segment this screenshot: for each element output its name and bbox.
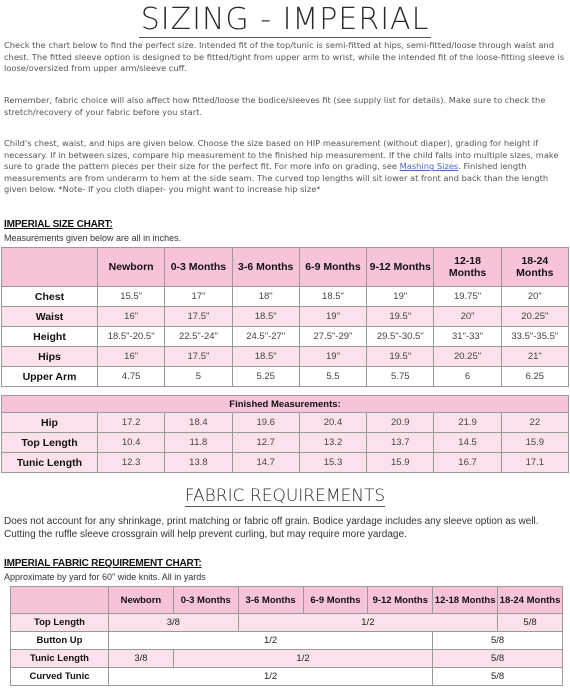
- table-row: [11, 632, 563, 650]
- cell: 18.5": [232, 307, 299, 327]
- cell: 15.9: [367, 453, 434, 473]
- cell: 19": [367, 287, 434, 307]
- row-label: Button Up: [11, 632, 109, 650]
- row-label: Tunic Length: [11, 650, 109, 668]
- row-label: Top Length: [2, 433, 98, 453]
- cell: 17.5": [165, 307, 232, 327]
- cell: 31"-33": [434, 327, 501, 347]
- cell: 22: [501, 413, 568, 433]
- fabric-requirement-table: [10, 586, 563, 686]
- table-row: [2, 307, 569, 327]
- intro-paragraph-2: Remember, fabric choice will also affect how fitted/loose the bodice/sleeves fit (see supply list for details). Make sure to check the stretch/recovery of your fabric before you start.: [4, 95, 546, 117]
- cell: 1/2: [109, 668, 433, 686]
- cell: 19.5": [367, 347, 434, 367]
- intro-paragraph-3: Child's chest, waist, and hips are given below. Choose the size based on HIP measurement (without diaper), grading for height if necessary. If in between sizes, compare hip measurement to the finished hip measurement. If the child falls into multiple sizes, make sure to grade the pattern pieces per their size for the perfect fit. For more info on grading, see Mashing Sizes. Finished length measurements are from underarm to hem at the side seam. The curved top lengths will sit lower at front and back than the length given below. *Note- If you cloth diaper- you might want to increase hip size*: [4, 138, 559, 195]
- cell: 29.5"-30.5": [367, 327, 434, 347]
- cell: 14.7: [232, 453, 299, 473]
- table-row: [2, 287, 569, 307]
- row-label: Tunic Length: [2, 453, 98, 473]
- corner-cell: [11, 587, 109, 614]
- fabric-requirements-text: Does not account for any shrinkage, print matching or fabric off grain. Bodice yardage includes any sleeve option as well. Cutting the ruffle sleeve crossgrain will help prevent curling, but may require more yardage.: [4, 516, 539, 540]
- cell: 24.5"-27": [232, 327, 299, 347]
- col-header: Newborn: [98, 248, 165, 287]
- cell: 18.5"-20.5": [98, 327, 165, 347]
- table-row: [2, 413, 569, 433]
- fabric-chart-heading: IMPERIAL FABRIC REQUIREMENT CHART:: [4, 558, 202, 569]
- cell: 19.5": [367, 307, 434, 327]
- cell: 4.75: [98, 367, 165, 387]
- col-header: Newborn: [109, 587, 174, 614]
- cell: 21.9: [434, 413, 501, 433]
- table-spacer-row: [2, 387, 569, 396]
- cell: 16": [98, 347, 165, 367]
- fabric-header-row: [11, 587, 563, 614]
- page-title: SIZING - IMPERIAL: [140, 2, 430, 37]
- col-header: 0-3 Months: [165, 248, 232, 287]
- cell: 19": [299, 307, 366, 327]
- col-header: 9-12 Months: [368, 587, 433, 614]
- spacer-cell: [2, 387, 569, 396]
- col-header: 9-12 Months: [367, 248, 434, 287]
- cell: 22.5"-24": [165, 327, 232, 347]
- cell: 20": [501, 287, 568, 307]
- cell: 20.25": [434, 347, 501, 367]
- col-header: 3-6 Months: [232, 248, 299, 287]
- cell: 13.8: [165, 453, 232, 473]
- fabric-requirements-title: FABRIC REQUIREMENTS: [184, 486, 386, 506]
- cell: 6: [434, 367, 501, 387]
- col-header: 18-24 Months: [501, 248, 568, 287]
- finished-measurements-header-row: [2, 396, 569, 413]
- row-label: Curved Tunic: [11, 668, 109, 686]
- row-label: Waist: [2, 307, 98, 327]
- table-row: [11, 614, 563, 632]
- col-header: 18-24 Months: [498, 587, 563, 614]
- cell: 11.8: [165, 433, 232, 453]
- size-chart-header-row: [2, 248, 569, 287]
- cell: 27.5"-29": [299, 327, 366, 347]
- row-label: Height: [2, 327, 98, 347]
- cell: 19": [299, 347, 366, 367]
- table-row: [2, 367, 569, 387]
- mashing-sizes-link[interactable]: Mashing Sizes: [399, 161, 459, 172]
- cell: 18.5": [299, 287, 366, 307]
- table-row: [2, 453, 569, 473]
- cell: 33.5"-35.5": [501, 327, 568, 347]
- row-label: Upper Arm: [2, 367, 98, 387]
- cell: 15.5": [98, 287, 165, 307]
- cell: 10.4: [98, 433, 165, 453]
- cell: 20.9: [367, 413, 434, 433]
- intro-paragraph-1: Check the chart below to find the perfect size. Intended fit of the top/tunic is semi-fitted at hips, semi-fitted/loose through waist and chest. The fitted sleeve option is designed to be fitted/tight from upper arm to wrist, while the intended fit of the loose-fitting sleeve is loose/oversized from upper arm/sleeve cuff.: [4, 40, 565, 74]
- fabric-chart-note: Approximate by yard for 60" wide knits. All in yards: [4, 572, 206, 582]
- cell: 13.2: [299, 433, 366, 453]
- cell: 19.75": [434, 287, 501, 307]
- cell: 17.5": [165, 347, 232, 367]
- cell: 12.7: [232, 433, 299, 453]
- cell: 5.25: [232, 367, 299, 387]
- table-row: [11, 650, 563, 668]
- cell: 20.25": [501, 307, 568, 327]
- table-row: [2, 347, 569, 367]
- cell: 17.2: [98, 413, 165, 433]
- row-label: Top Length: [11, 614, 109, 632]
- cell: 5.75: [367, 367, 434, 387]
- cell: 6.25: [501, 367, 568, 387]
- cell: 16": [98, 307, 165, 327]
- row-label: Chest: [2, 287, 98, 307]
- cell: 5/8: [433, 650, 563, 668]
- table-row: [2, 433, 569, 453]
- cell: 15.9: [501, 433, 568, 453]
- table-row: [2, 327, 569, 347]
- cell: 3/8: [109, 614, 239, 632]
- cell: 1/2: [173, 650, 432, 668]
- cell: 18.5": [232, 347, 299, 367]
- table-row: [11, 668, 563, 686]
- cell: 5/8: [498, 614, 563, 632]
- col-header: 12-18 Months: [434, 248, 501, 287]
- col-header: 3-6 Months: [238, 587, 303, 614]
- cell: 17": [165, 287, 232, 307]
- corner-cell: [2, 248, 98, 287]
- cell: 5/8: [433, 668, 563, 686]
- cell: 16.7: [434, 453, 501, 473]
- row-label: Hip: [2, 413, 98, 433]
- cell: 19.6: [232, 413, 299, 433]
- cell: 20": [434, 307, 501, 327]
- cell: 13.7: [367, 433, 434, 453]
- size-chart-table: [1, 247, 569, 473]
- cell: 5: [165, 367, 232, 387]
- cell: 20.4: [299, 413, 366, 433]
- finished-measurements-heading: Finished Measurements:: [2, 396, 569, 413]
- size-chart-note: Measurements given below are all in inches.: [4, 233, 182, 243]
- cell: 3/8: [109, 650, 174, 668]
- cell: 14.5: [434, 433, 501, 453]
- cell: 15.3: [299, 453, 366, 473]
- col-header: 12-18 Months: [433, 587, 498, 614]
- cell: 18": [232, 287, 299, 307]
- cell: 5.5: [299, 367, 366, 387]
- col-header: 6-9 Months: [299, 248, 366, 287]
- row-label: Hips: [2, 347, 98, 367]
- cell: 1/2: [109, 632, 433, 650]
- cell: 17.1: [501, 453, 568, 473]
- size-chart-heading: IMPERIAL SIZE CHART:: [4, 219, 113, 230]
- col-header: 0-3 Months: [173, 587, 238, 614]
- cell: 5/8: [433, 632, 563, 650]
- col-header: 6-9 Months: [303, 587, 368, 614]
- cell: 18.4: [165, 413, 232, 433]
- cell: 1/2: [238, 614, 497, 632]
- cell: 12.3: [98, 453, 165, 473]
- cell: 21": [501, 347, 568, 367]
